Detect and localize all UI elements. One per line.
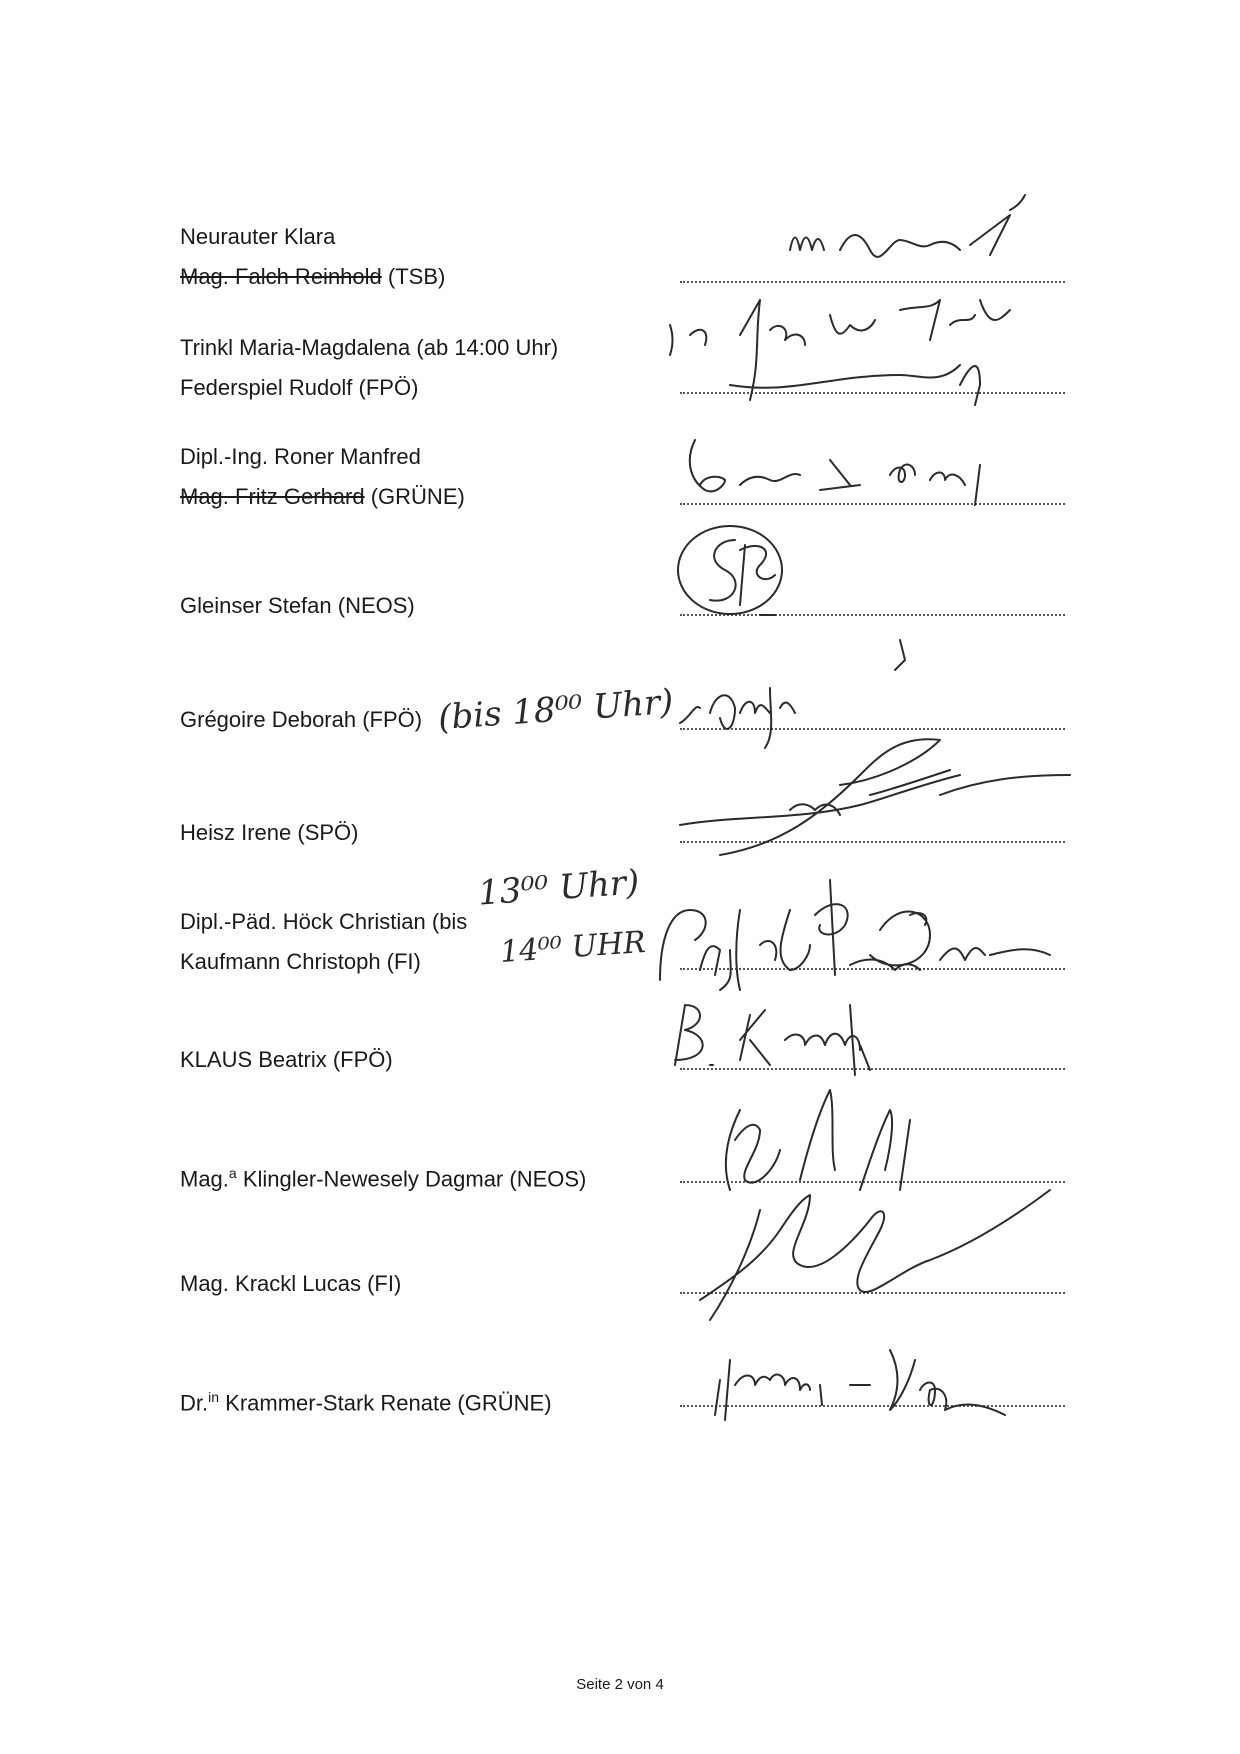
signature-scribble: [640, 1180, 1110, 1330]
attendee-name: Klingler-Newesely Dagmar (NEOS): [236, 1166, 587, 1192]
attendee-name: Neurauter Klara: [180, 224, 336, 249]
title-superscript: a: [228, 1165, 237, 1181]
attendee-name: Dipl.-Ing. Roner Manfred: [180, 444, 421, 469]
attendee-name-struck: Mag. Falch Reinhold: [180, 264, 382, 289]
handwritten-note: (bis 18⁰⁰ Uhr): [436, 681, 675, 739]
attendee-name: Federspiel Rudolf (FPÖ): [180, 375, 419, 400]
signature-scribble: [640, 190, 1110, 300]
signature-scribble: [640, 520, 1110, 670]
party-label: (TSB): [381, 264, 446, 289]
signature-scribble: [640, 1330, 1110, 1425]
signature-scribble: [640, 985, 1110, 1080]
title-prefix: Mag.: [180, 1166, 229, 1192]
signature-scribble: [640, 870, 1110, 1000]
handwritten-note: 13⁰⁰ Uhr): [476, 862, 641, 914]
attendee-name: KLAUS Beatrix (FPÖ): [180, 1047, 393, 1072]
signature-scribble: [640, 430, 1110, 520]
party-label: (GRÜNE): [364, 484, 465, 509]
handwritten-note: 14⁰⁰ UHR: [498, 924, 647, 971]
attendee-name: Kaufmann Christoph (FI): [180, 949, 421, 974]
attendee-name: Trinkl Maria-Magdalena (ab 14:00 Uhr): [180, 335, 559, 360]
signature-scribble: [640, 285, 1110, 415]
attendee-name: Grégoire Deborah (FPÖ): [180, 707, 423, 732]
attendee-name: Gleinser Stefan (NEOS): [180, 593, 415, 618]
attendee-name-struck: Mag. Fritz Gerhard: [180, 484, 365, 509]
attendee-name: Dipl.-Päd. Höck Christian (bis: [180, 909, 468, 934]
attendee-name: Krammer-Stark Renate (GRÜNE): [219, 1390, 552, 1416]
attendee-name: Mag. Krackl Lucas (FI): [180, 1271, 402, 1296]
attendee-name: Heisz Irene (SPÖ): [180, 820, 359, 845]
signature-scribble: [640, 735, 1110, 875]
page-footer: Seite 2 von 4: [576, 1676, 664, 1693]
title-superscript: in: [208, 1389, 220, 1405]
title-prefix: Dr.: [180, 1390, 209, 1416]
